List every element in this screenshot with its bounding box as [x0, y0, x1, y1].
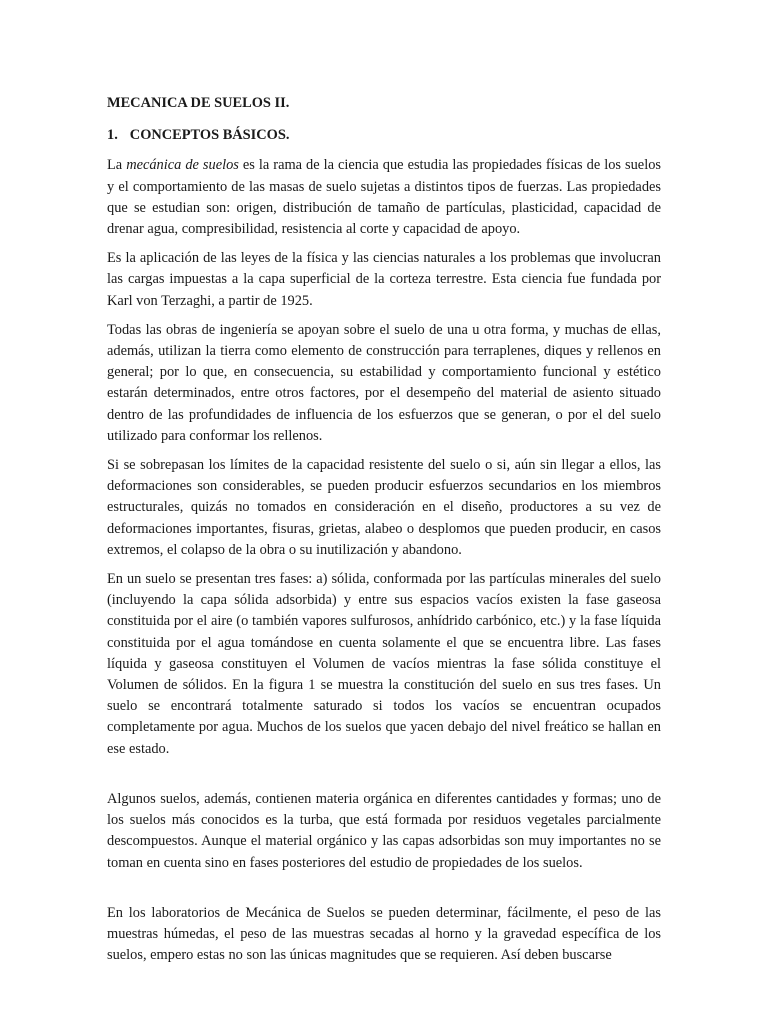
paragraph-definition-post: es la rama de la ciencia que estudia las propiedades físicas de los suelos y el comportamiento de las masas de suelo sujetas a distintos tipos de fuerzas. Las propiedades que se estudian son: origen, distribución de tamaño de partículas, plasticidad, capacidad de drenar agua, compresibilidad, resistencia al corte y capacidad de apoyo.	[107, 157, 661, 238]
section-heading	[107, 125, 661, 146]
paragraph-organic-matter: Algunos suelos, además, contienen materia orgánica en diferentes cantidades y formas; uno de los suelos más conocidos es la turba, que está formada por residuos vegetales parcialmente descompuestos. Aunque el material orgánico y las capas adsorbidas son muy importantes no se toman en cuenta sino en fases posteriores del estudio de propiedades de los suelos.	[107, 790, 661, 871]
document-page	[107, 93, 661, 974]
paragraph-capacity-limits: Si se sobrepasan los límites de la capacidad resistente del suelo o si, aún sin llegar a ellos, las deformaciones son considerables, se pueden producir esfuerzos secundarios en los miembros estructurales, quizás no tomados en consideración en el diseño, productores a su vez de deformaciones importantes, fisuras, grietas, alabeo o desplomos que pueden producir, en casos extremos, el colapso de la obra o su inutilización y abandono.	[107, 457, 661, 558]
paragraph-definition-pre: La	[107, 157, 127, 174]
document-title: MECANICA DE SUELOS II.	[107, 95, 290, 111]
paragraph-soil-phases: En un suelo se presentan tres fases: a) sólida, conformada por las partículas minerales del suelo (incluyendo la capa sólida adsorbida) y entre sus espacios vacíos existen la fase gaseosa constituida por el aire (o también vapores sulfurosos, anhídrido carbónico, etc.) y la fase líquida constituida por el agua tomándose en cuenta solamente el que se encuentra libre. Las fases líquida y gaseosa constituyen el Volumen de vacíos mientras la fase sólida constituye el Volumen de sólidos. En la figura 1 se muestra la constitución del suelo en sus tres fases. Un suelo se encontrará totalmente saturado si todos los vacíos se encuentran ocupados completamente por agua. Muchos de los suelos que yacen debajo del nivel freático se hallan en ese estado.	[107, 571, 661, 757]
section-title: CONCEPTOS BÁSICOS.	[129, 127, 290, 144]
section-number: 1.	[107, 127, 118, 144]
paragraph-definition	[107, 155, 661, 240]
paragraph-laboratories: En los laboratorios de Mecánica de Suelos se pueden determinar, fácilmente, el peso de las muestras húmedas, el peso de las muestras secadas al horno y la gravedad específica de los suelos, empero estas no son las únicas magnitudes que se requieren. Así deben buscarse	[107, 904, 661, 964]
paragraph-engineering-works: Todas las obras de ingeniería se apoyan sobre el suelo de una u otra forma, y muchas de ellas, además, utilizan la tierra como elemento de construcción para terraplenes, diques y rellenos en general; por lo que, en consecuencia, su estabilidad y comportamiento funcional y estético estarán determinados, entre otros factores, por el desempeño del material de asiento situado dentro de las profundidades de influencia de los esfuerzos que se generan, o por el del suelo utilizado para conformar los rellenos.	[107, 321, 661, 444]
emphasized-term: mecánica de suelos	[126, 157, 239, 174]
paragraph-application: Es la aplicación de las leyes de la física y las ciencias naturales a los problemas que involucran las cargas impuestas a la capa superficial de la corteza terrestre. Esta ciencia fue fundada por Karl von Terzaghi, a partir de 1925.	[107, 250, 661, 309]
